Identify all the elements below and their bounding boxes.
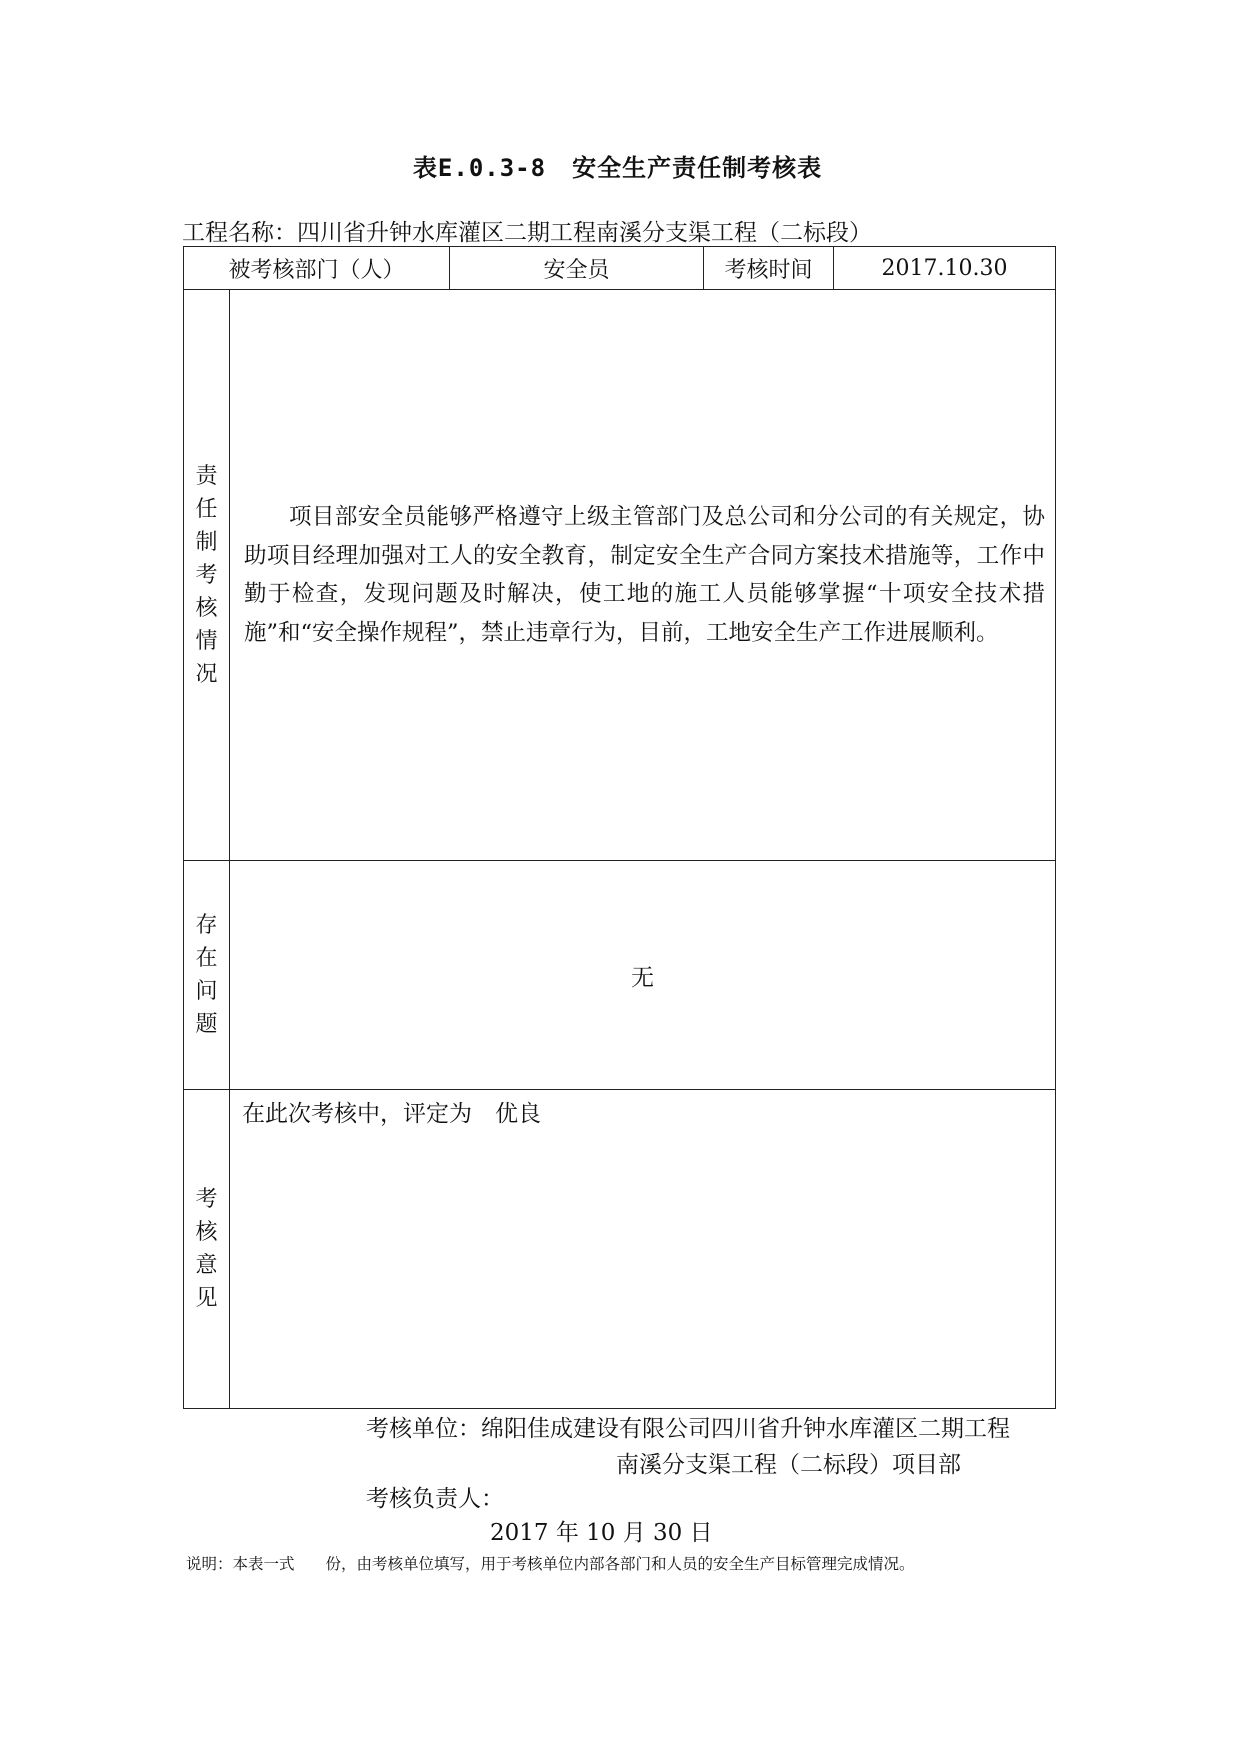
table-name: 安全生产责任制考核表 bbox=[572, 153, 823, 182]
header-row bbox=[184, 247, 1056, 290]
evaluation-label-cell bbox=[184, 290, 230, 861]
unit-label: 考核单位： bbox=[366, 1416, 481, 1442]
assessment-table bbox=[183, 246, 1056, 1546]
dept-label: 被考核部门（人） bbox=[184, 247, 450, 290]
page-title bbox=[0, 148, 1235, 183]
assessing-unit bbox=[366, 1413, 1010, 1446]
opinion-label-cell bbox=[184, 1090, 230, 1409]
evaluation-text: 项目部安全员能够严格遵守上级主管部门及总公司和分公司的有关规定，协助项目经理加强对工人的安全教育，制定安全生产合同方案技术措施等，工作中勤于检查，发现问题及时解决，使工地的施工人员能够掌握“十项安全技术措施”和“安全操作规程”，禁止违章行为，目前，工地安全生产工作进展顺利。 bbox=[230, 290, 1056, 861]
rating-prefix: 在此次考核中，评定为 bbox=[242, 1101, 472, 1127]
rating-value: 优良 bbox=[495, 1101, 541, 1127]
rating-line bbox=[242, 1095, 541, 1128]
issues-label: 存在问题 bbox=[195, 913, 218, 1037]
opinion-row bbox=[184, 1090, 1056, 1409]
issues-value: 无 bbox=[230, 861, 1056, 1090]
project-name: 四川省升钟水库灌区二期工程南溪分支渠工程（二标段） bbox=[297, 220, 872, 246]
time-value: 2017.10.30 bbox=[834, 247, 1056, 290]
assessment-date: 2017 年 10 月 30 日 bbox=[490, 1520, 713, 1546]
evaluation-label: 责任制考核情况 bbox=[195, 463, 218, 687]
issues-label-cell bbox=[184, 861, 230, 1090]
table-code: 表E.0.3-8 bbox=[412, 154, 547, 182]
unit-line-1: 绵阳佳成建设有限公司四川省升钟水库灌区二期工程 bbox=[481, 1416, 1010, 1442]
responsible-label: 考核负责人： bbox=[366, 1486, 504, 1512]
opinion-label: 考核意见 bbox=[195, 1187, 218, 1311]
evaluation-row bbox=[184, 290, 1056, 861]
unit-line-2: 南溪分支渠工程（二标段）项目部 bbox=[616, 1452, 961, 1478]
dept-value: 安全员 bbox=[450, 247, 704, 290]
project-label: 工程名称： bbox=[182, 220, 297, 246]
opinion-content bbox=[230, 1090, 1056, 1546]
time-label: 考核时间 bbox=[704, 247, 834, 290]
issues-row bbox=[184, 861, 1056, 1090]
footnote: 说明：本表一式 份，由考核单位填写，用于考核单位内部各部门和人员的安全生产目标管理完成情况。 bbox=[186, 1555, 915, 1573]
project-name-line bbox=[182, 214, 872, 247]
